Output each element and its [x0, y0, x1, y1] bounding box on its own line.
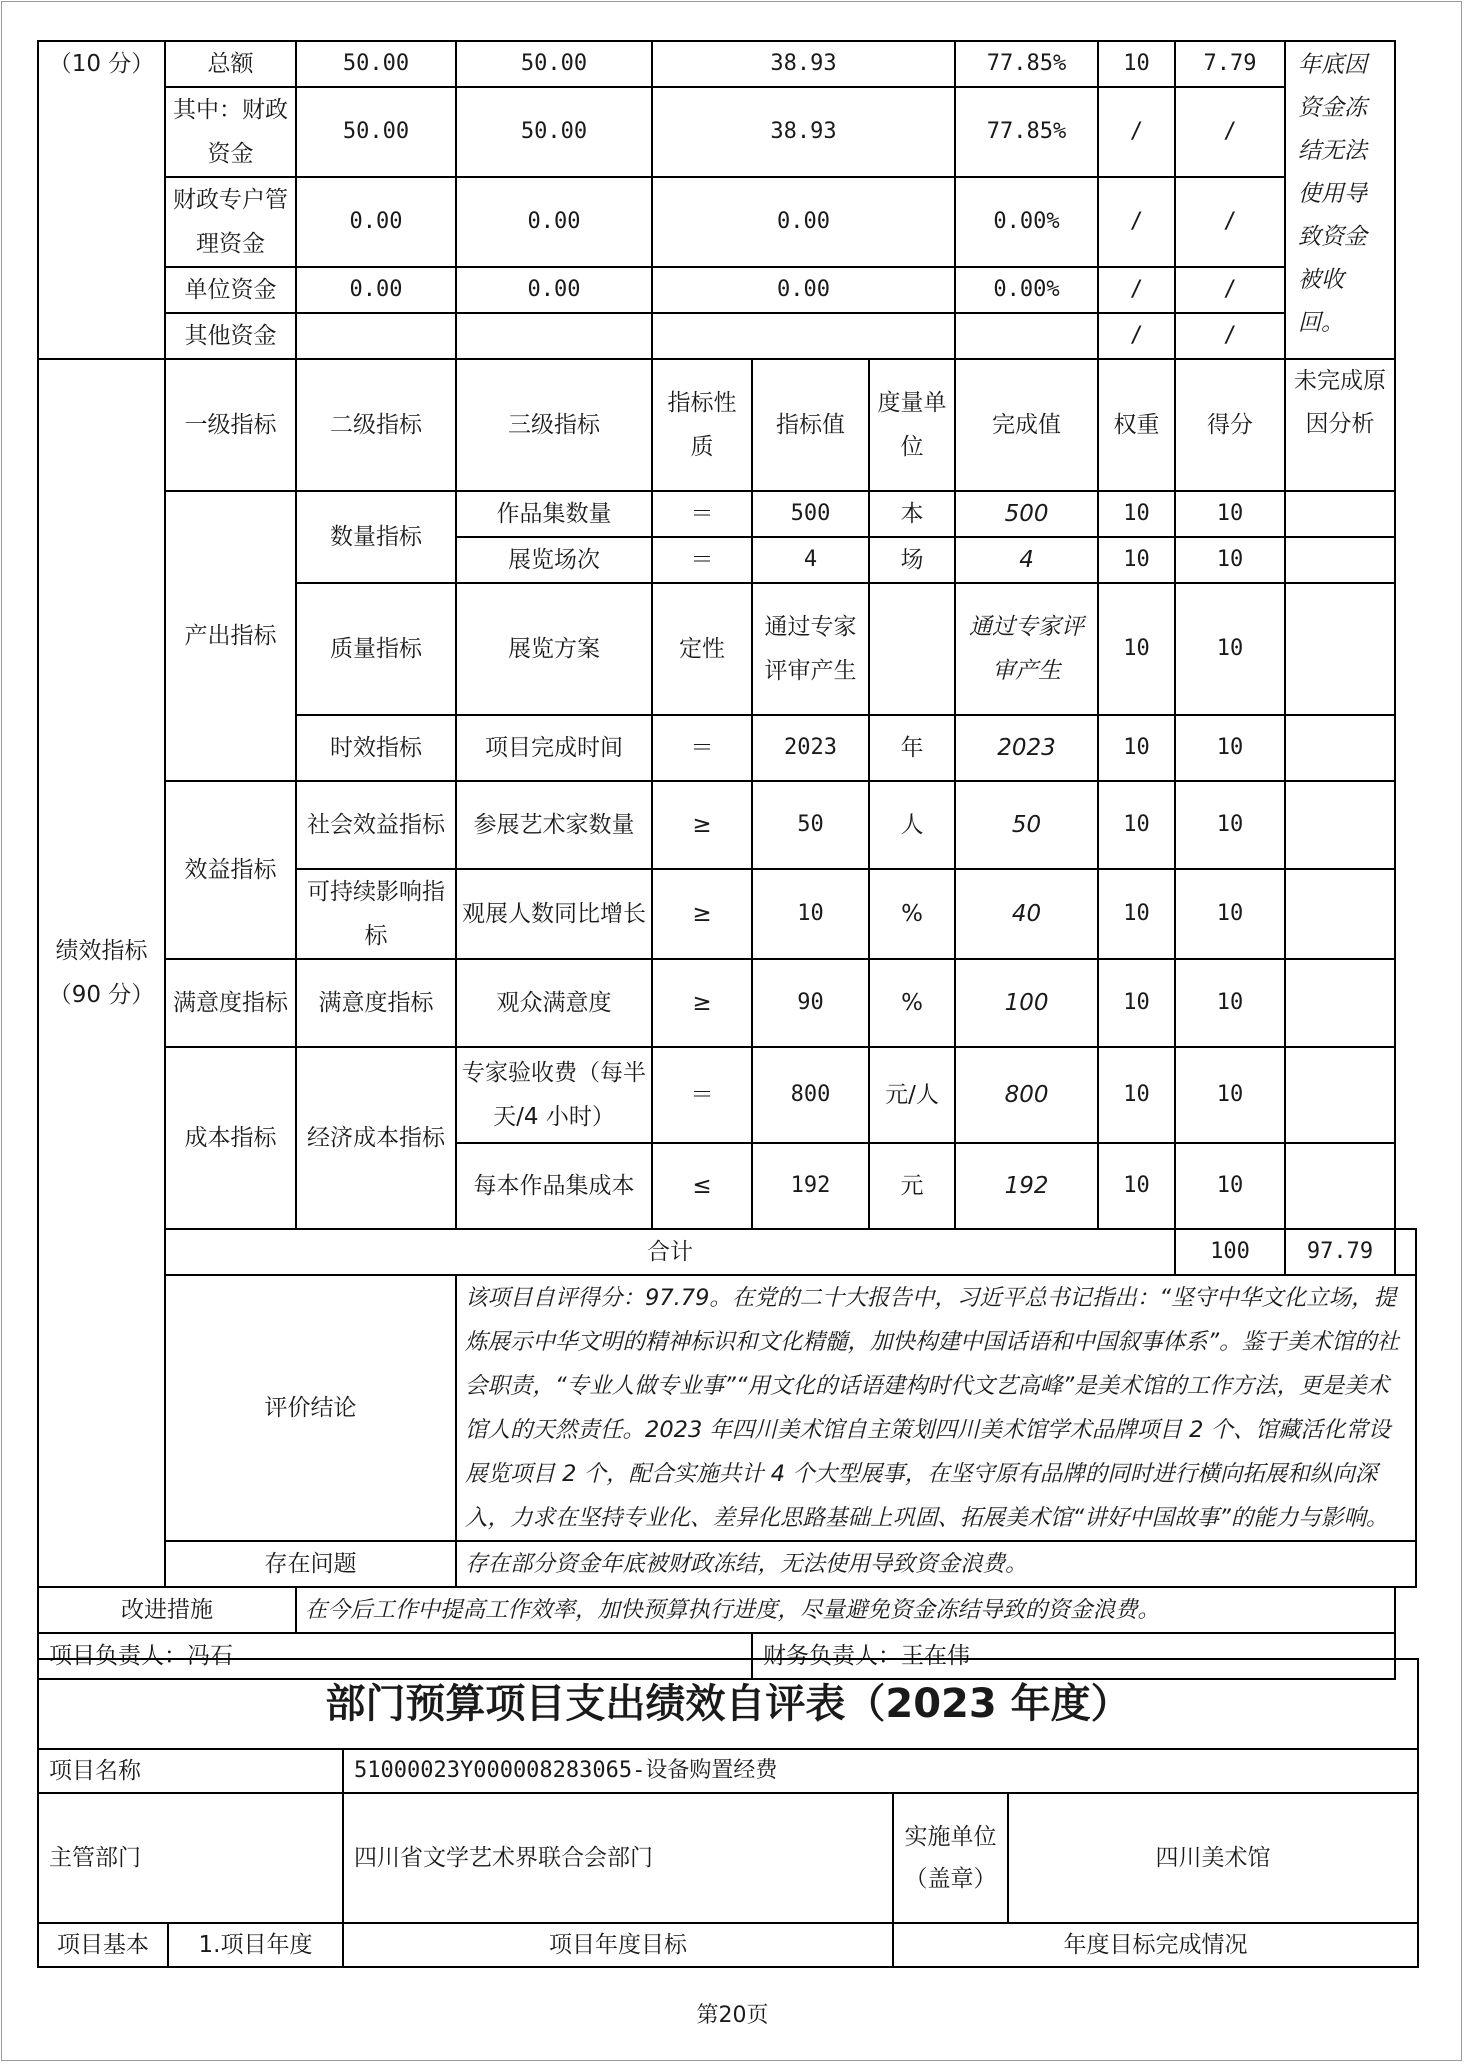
dept-value: 四川省文学艺术界联合会部门 [343, 1793, 893, 1923]
indicator-score: 10 [1175, 1143, 1285, 1229]
indicator-score: 10 [1175, 583, 1285, 715]
funds-value: 38.93 [652, 41, 955, 87]
indicator-value: 50 [752, 781, 869, 869]
indicator-nature: ≥ [652, 869, 752, 959]
indicator-unit: 场 [869, 537, 955, 583]
funds-rate: 77.85% [955, 87, 1098, 177]
indicator-weight: 10 [1098, 781, 1175, 869]
indicator-level2: 时效指标 [296, 715, 456, 781]
funds-value: 38.93 [652, 87, 955, 177]
indicator-reason [1285, 869, 1395, 959]
indicator-nature: 定性 [652, 583, 752, 715]
funds-label: 总额 [165, 41, 296, 87]
indicator-score: 10 [1175, 537, 1285, 583]
indicator-unit: % [869, 869, 955, 959]
indicator-value: 4 [752, 537, 869, 583]
indicator-reason [1285, 537, 1395, 583]
funds-score: 7.79 [1175, 41, 1285, 87]
indicator-reason [1285, 583, 1395, 715]
header-nature: 指标性质 [652, 359, 752, 491]
second-form-table [37, 1658, 1419, 1968]
indicator-level2: 可持续影响指标 [296, 869, 456, 959]
total-reason [1395, 1229, 1416, 1275]
funds-weight: / [1098, 87, 1175, 177]
goal-header: 项目年度目标 [343, 1923, 893, 1967]
project-lead: 项目负责人：冯石 [38, 1633, 752, 1679]
indicator-level2: 经济成本指标 [296, 1047, 456, 1229]
indicator-reason [1285, 781, 1395, 869]
group-satisfaction: 满意度指标 [165, 959, 296, 1047]
funds-score: / [1175, 177, 1285, 267]
basic-label: 项目基本 [38, 1923, 168, 1967]
indicator-reason [1285, 1143, 1395, 1229]
indicator-level3: 项目完成时间 [456, 715, 652, 781]
indicator-level2: 数量指标 [296, 491, 456, 583]
indicator-nature: ＝ [652, 1047, 752, 1143]
funds-value [296, 313, 456, 359]
indicator-actual: 500 [955, 491, 1098, 537]
improvements-text: 在今后工作中提高工作效率，加快预算执行进度，尽量避免资金冻结导致的资金浪费。 [296, 1587, 1395, 1633]
funds-value: 50.00 [456, 41, 652, 87]
funds-value: 0.00 [456, 177, 652, 267]
evaluation-text: 该项目自评得分：97.79。在党的二十大报告中，习近平总书记指出：“坚守中华文化立场，提炼展示中华文明的精神标识和文化精髓，加快构建中国话语和中国叙事体系”。鉴于美术馆的社会职责，“专业人做专业事”“用文化的话语建构时代文艺高峰”是美术馆的工作方法，更是美术馆人的天然责任。2023 年四川美术馆自主策划四川美术馆学术品牌项目 2 个、馆藏活化常设展览项目 2 个，配合实施共计 4 个大型展事，在坚守原有品牌的同时进行横向拓展和纵向深入，力求在坚持专业化、差异化思路基础上巩固、拓展美术馆“讲好中国故事”的能力与影响。 [456, 1275, 1416, 1541]
problems-label: 存在问题 [165, 1541, 456, 1587]
indicator-nature: ≤ [652, 1143, 752, 1229]
indicator-level3: 专家验收费（每半天/4 小时） [456, 1047, 652, 1143]
indicator-weight: 10 [1098, 1047, 1175, 1143]
funds-score: / [1175, 87, 1285, 177]
header-actual: 完成值 [955, 359, 1098, 491]
funds-value [652, 313, 955, 359]
total-weight: 100 [1175, 1229, 1285, 1275]
funds-weight: / [1098, 177, 1175, 267]
indicator-value: 800 [752, 1047, 869, 1143]
group-cost: 成本指标 [165, 1047, 296, 1229]
dept-label: 主管部门 [38, 1793, 343, 1923]
indicator-unit: 本 [869, 491, 955, 537]
funds-value: 50.00 [296, 87, 456, 177]
impl-value: 四川美术馆 [1008, 1793, 1418, 1923]
indicator-score: 10 [1175, 715, 1285, 781]
indicator-reason [1285, 1047, 1395, 1143]
evaluation-label: 评价结论 [165, 1275, 456, 1541]
funds-value: 0.00 [652, 267, 955, 313]
indicator-value: 2023 [752, 715, 869, 781]
funds-weight: / [1098, 313, 1175, 359]
indicator-level3: 作品集数量 [456, 491, 652, 537]
indicator-unit: 元 [869, 1143, 955, 1229]
perf-section-label: 绩效指标（90 分） [38, 359, 165, 1587]
header-unit: 度量单位 [869, 359, 955, 491]
funds-label: 单位资金 [165, 267, 296, 313]
funds-section-label: （10 分） [38, 41, 165, 359]
indicator-actual: 40 [955, 869, 1098, 959]
funds-value: 0.00 [456, 267, 652, 313]
header-value: 指标值 [752, 359, 869, 491]
total-label: 合计 [165, 1229, 1175, 1275]
indicator-unit: 年 [869, 715, 955, 781]
indicator-level3: 观众满意度 [456, 959, 652, 1047]
finance-lead: 财务负责人：王在伟 [752, 1633, 1395, 1679]
indicator-unit [869, 583, 955, 715]
funds-value: 0.00 [652, 177, 955, 267]
indicator-nature: ＝ [652, 537, 752, 583]
total-score: 97.79 [1285, 1229, 1395, 1275]
indicator-weight: 10 [1098, 959, 1175, 1047]
indicator-level3: 参展艺术家数量 [456, 781, 652, 869]
funds-score: / [1175, 313, 1285, 359]
funds-value [456, 313, 652, 359]
funds-reason: 年底因资金冻结无法使用导致资金被收回。 [1285, 41, 1395, 359]
page-number: 第20页 [696, 2003, 769, 2028]
improvements-label: 改进措施 [38, 1587, 296, 1633]
header-score: 得分 [1175, 359, 1285, 491]
indicator-weight: 10 [1098, 491, 1175, 537]
funds-value: 0.00 [296, 267, 456, 313]
indicator-reason [1285, 491, 1395, 537]
header-level3: 三级指标 [456, 359, 652, 491]
project-name: 51000023Y000008283065-设备购置经费 [343, 1749, 1418, 1793]
funds-weight: / [1098, 267, 1175, 313]
indicator-score: 10 [1175, 781, 1285, 869]
indicator-nature: ＝ [652, 491, 752, 537]
indicator-unit: 人 [869, 781, 955, 869]
group-output: 产出指标 [165, 491, 296, 781]
indicator-actual: 4 [955, 537, 1098, 583]
indicator-nature: ≥ [652, 959, 752, 1047]
indicator-unit: 元/人 [869, 1047, 955, 1143]
header-weight: 权重 [1098, 359, 1175, 491]
indicator-value: 192 [752, 1143, 869, 1229]
funds-label: 其中：财政资金 [165, 87, 296, 177]
indicator-level3: 每本作品集成本 [456, 1143, 652, 1229]
indicator-score: 10 [1175, 959, 1285, 1047]
indicator-weight: 10 [1098, 537, 1175, 583]
done-header: 年度目标完成情况 [893, 1923, 1418, 1967]
year-label: 1.项目年度 [168, 1923, 343, 1967]
indicator-value: 通过专家评审产生 [752, 583, 869, 715]
header-level2: 二级指标 [296, 359, 456, 491]
funds-rate: 77.85% [955, 41, 1098, 87]
project-name-label: 项目名称 [38, 1749, 343, 1793]
header-level1: 一级指标 [165, 359, 296, 491]
indicator-weight: 10 [1098, 583, 1175, 715]
indicator-value: 90 [752, 959, 869, 1047]
indicator-score: 10 [1175, 491, 1285, 537]
indicator-weight: 10 [1098, 869, 1175, 959]
funds-value: 50.00 [456, 87, 652, 177]
indicator-level3: 观展人数同比增长 [456, 869, 652, 959]
funds-rate: 0.00% [955, 267, 1098, 313]
group-benefit: 效益指标 [165, 781, 296, 959]
funds-value: 0.00 [296, 177, 456, 267]
funds-label: 其他资金 [165, 313, 296, 359]
indicator-weight: 10 [1098, 1143, 1175, 1229]
indicator-score: 10 [1175, 869, 1285, 959]
indicator-weight: 10 [1098, 715, 1175, 781]
indicator-reason [1285, 959, 1395, 1047]
indicator-actual: 通过专家评审产生 [955, 583, 1098, 715]
problems-text: 存在部分资金年底被财政冻结，无法使用导致资金浪费。 [456, 1541, 1416, 1587]
impl-label: 实施单位（盖章） [893, 1793, 1008, 1923]
form-title: 部门预算项目支出绩效自评表（2023 年度） [38, 1659, 1418, 1749]
indicator-actual: 2023 [955, 715, 1098, 781]
indicator-level2: 社会效益指标 [296, 781, 456, 869]
indicator-value: 500 [752, 491, 869, 537]
indicator-level3: 展览场次 [456, 537, 652, 583]
funds-weight: 10 [1098, 41, 1175, 87]
indicator-level2: 质量指标 [296, 583, 456, 715]
indicator-level3: 展览方案 [456, 583, 652, 715]
indicator-value: 10 [752, 869, 869, 959]
indicator-reason [1285, 715, 1395, 781]
indicator-nature: ≥ [652, 781, 752, 869]
indicator-actual: 192 [955, 1143, 1098, 1229]
funds-value: 50.00 [296, 41, 456, 87]
indicator-actual: 100 [955, 959, 1098, 1047]
funds-label: 财政专户管理资金 [165, 177, 296, 267]
indicator-actual: 50 [955, 781, 1098, 869]
indicator-nature: ＝ [652, 715, 752, 781]
funds-score: / [1175, 267, 1285, 313]
performance-table [37, 40, 1417, 1680]
indicator-actual: 800 [955, 1047, 1098, 1143]
funds-rate: 0.00% [955, 177, 1098, 267]
funds-rate [955, 313, 1098, 359]
indicator-score: 10 [1175, 1047, 1285, 1143]
header-reason: 未完成原因分析 [1285, 359, 1395, 491]
indicator-unit: % [869, 959, 955, 1047]
indicator-level2: 满意度指标 [296, 959, 456, 1047]
